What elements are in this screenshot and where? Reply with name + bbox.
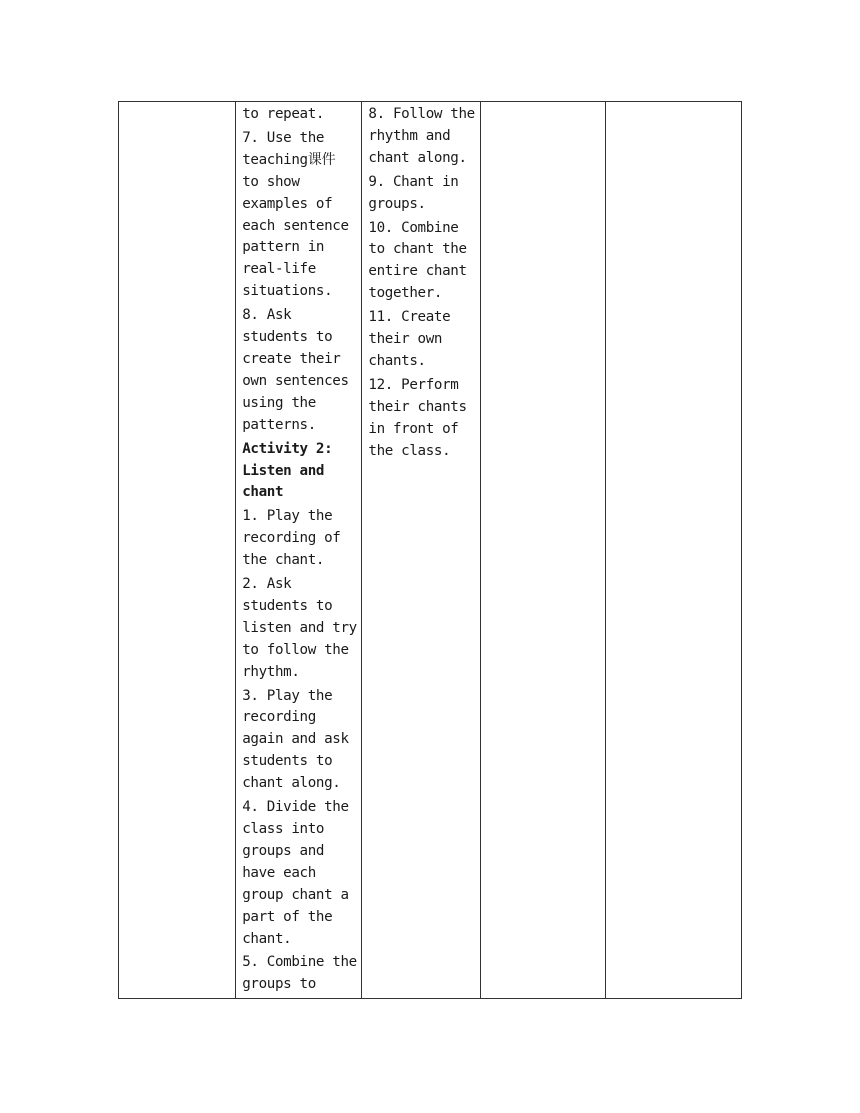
table-cell-column-d — [480, 102, 605, 999]
table-cell-column-a — [119, 102, 236, 999]
teacher-step: 3. Play the recording again and ask students to chant along. — [242, 687, 349, 792]
student-step: 9. Chant in groups. — [368, 173, 459, 212]
student-step: 10. Combine to chant the entire chant together. — [368, 219, 467, 302]
teacher-step: 1. Play the recording of the chant. — [242, 508, 341, 569]
student-activities-text — [362, 102, 479, 463]
table-row — [119, 102, 742, 999]
teacher-step: 4. Divide the class into groups and have each group chant a part of the chant. — [242, 799, 349, 947]
student-step: 8. Follow the rhythm and chant along. — [368, 106, 475, 166]
teacher-step: 5. Combine the groups to — [242, 954, 357, 993]
student-step: 12. Perform their chants in front of the class. — [368, 376, 467, 459]
table-cell-student-activities — [362, 102, 480, 999]
table-cell-column-e — [605, 102, 741, 999]
table-cell-teacher-activities — [236, 102, 362, 999]
teacher-step: 7. Use the teaching课件 to show examples of each sentence pattern in real-life situations. — [242, 129, 349, 300]
lesson-plan-table — [118, 101, 742, 999]
teacher-step: 8. Ask students to create their own sentences using the patterns. — [242, 307, 349, 433]
student-step: 11. Create their own chants. — [368, 309, 451, 369]
teacher-step: to repeat. — [242, 106, 325, 122]
activity-heading: Activity 2: Listen and chant — [242, 440, 333, 501]
teacher-step: 2. Ask students to listen and try to follow the rhythm. — [242, 576, 357, 680]
teacher-activities-text — [236, 102, 361, 996]
